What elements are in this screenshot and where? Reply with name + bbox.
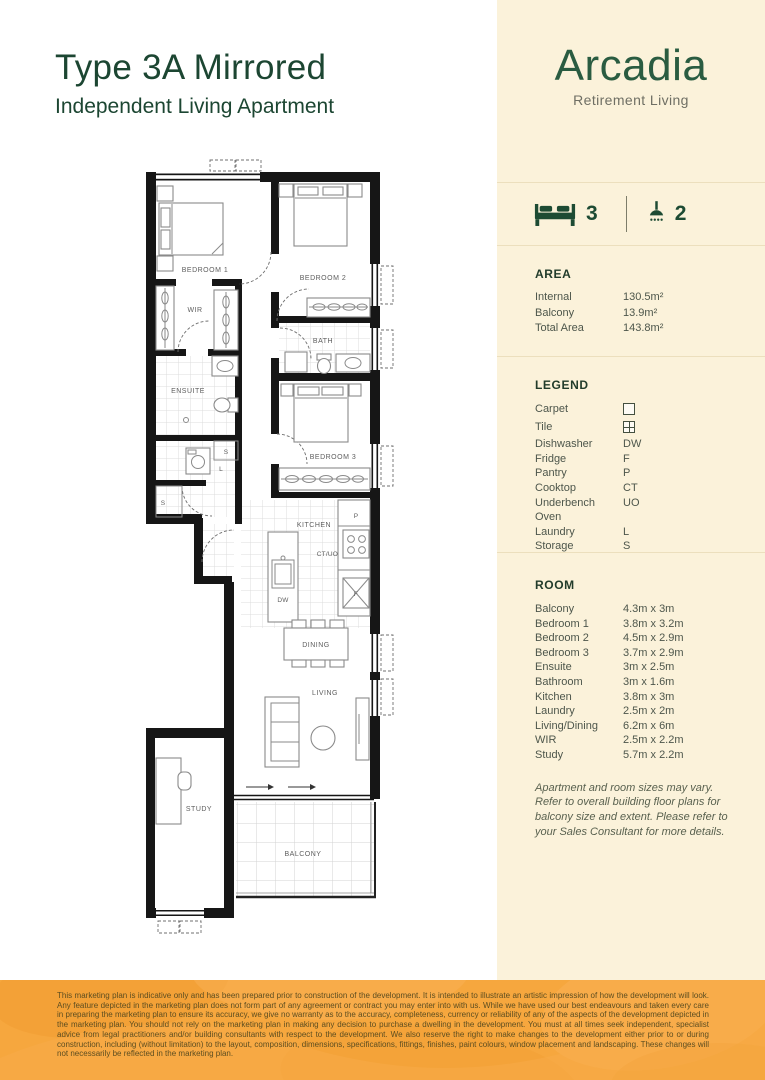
legend-label: Dishwasher (535, 438, 593, 451)
room-value: 2.5m x 2.2m (623, 734, 684, 747)
room-label: Laundry (535, 705, 575, 718)
legend-abbrev: P (623, 467, 631, 480)
header (55, 48, 334, 119)
brand-tagline: Retirement Living (573, 92, 689, 108)
room-label-study: STUDY (185, 806, 213, 813)
room-row (535, 631, 739, 646)
bathroom-count: 2 (674, 202, 687, 225)
legend-row (535, 496, 739, 525)
room-label: Balcony (535, 603, 575, 615)
legend-row (535, 466, 739, 481)
room-row (535, 646, 739, 661)
room-row (535, 748, 739, 763)
label-cooktop-oven: CT/UO (316, 551, 338, 558)
label-storage-2: S (160, 500, 166, 507)
legend-row (535, 481, 739, 496)
room-row (535, 675, 739, 690)
room-section (497, 552, 765, 840)
legend-abbrev: F (623, 452, 630, 465)
area-row (535, 321, 739, 337)
page-title: Type 3A Mirrored (55, 48, 327, 87)
room-heading: ROOM (535, 578, 575, 592)
label-fridge: F (353, 591, 359, 598)
room-row (535, 719, 739, 734)
label-laundry: L (219, 466, 223, 473)
room-label-living: LIVING (312, 690, 338, 697)
stat-divider (626, 196, 627, 232)
entry-floor (200, 524, 234, 578)
legend-row (535, 420, 739, 438)
sidebar (497, 0, 765, 980)
room-label-kitchen: KITCHEN (296, 522, 332, 529)
room-label: WIR (535, 734, 557, 747)
legend-row (535, 452, 739, 467)
legend-abbrev: CT (623, 481, 638, 494)
bedroom-count: 3 (586, 202, 598, 225)
room-label-dining: DINING (302, 642, 330, 649)
room-value: 4.3m x 3m (623, 603, 675, 615)
tile-swatch-icon (623, 420, 739, 438)
room-value: 3.7m x 2.9m (623, 646, 684, 659)
room-label-bedroom2: BEDROOM 2 (299, 275, 347, 282)
shower-icon (647, 201, 666, 227)
legend-row (535, 402, 739, 420)
legend-abbrev: UO (623, 496, 640, 509)
room-label: Ensuite (535, 661, 572, 674)
room-value: 5.7m x 2.2m (623, 748, 684, 761)
brand-logo (497, 0, 765, 182)
legend-label: Cooktop (535, 481, 576, 494)
sizes-note: Apartment and room sizes may vary. Refer to overall building floor plans for balcony size and extent. Please refer to your Sales Consultant for more details. (535, 781, 728, 838)
room-row (535, 617, 739, 632)
room-label: Bedroom 1 (535, 617, 589, 630)
area-row (535, 306, 739, 322)
legend-abbrev: S (623, 540, 631, 553)
area-row (535, 290, 739, 306)
bed-icon (533, 202, 577, 227)
room-value: 3.8m x 3m (623, 690, 675, 703)
area-value: 13.9m² (623, 306, 658, 319)
legend-label: Laundry (535, 525, 575, 538)
area-value: 143.8m² (623, 322, 664, 334)
room-value: 6.2m x 6m (623, 719, 675, 732)
legend-row (535, 437, 739, 452)
room-value: 2.5m x 2m (623, 705, 675, 718)
legend-label: Fridge (535, 452, 567, 465)
brand-name: Arcadia (554, 41, 708, 90)
room-label: Bedroom 3 (535, 646, 589, 659)
room-label-ensuite: ENSUITE (171, 388, 205, 395)
balcony-floor (236, 802, 374, 897)
room-row (535, 660, 739, 675)
legend-abbrev: L (623, 525, 630, 538)
area-label: Total Area (535, 322, 584, 334)
room-label-wir: WIR (187, 307, 203, 314)
room-label: Bathroom (535, 675, 583, 688)
legend-label: Underbench Oven (535, 496, 595, 524)
room-label: Study (535, 748, 564, 761)
carpet-swatch-icon (623, 402, 739, 420)
floor-plan (142, 158, 394, 940)
room-value: 3m x 2.5m (623, 661, 675, 674)
room-row (535, 690, 739, 705)
footer-disclaimer: This marketing plan is indicative only and has been prepared prior to construction of the development. It is intended to illustrate an artistic impression of how the development will look. Any feature depicted in the marketing plan does not form part of any agreement or contract you may enter into with us. While we have used our best endeavours and taken every care in preparing the marketing plan to ensure its accuracy, we give no warranty as to the accuracy, completeness, currency or reliability of any of the aspects of the development depicted in the marketing plan. You should not rely on the marketing plan in making any decision to purchase a dwelling in the development. You must at all times seek independent, specialist advice from legal practitioners and/or building consultants with respect to the development. We also reserve the right to make changes to the development either prior to or during construction, including (without limitation) to the layout, composition, dimensions, specifications, fittings, finishes, paint colours, window placement and landscaping. These changes will not necessarily be reflected in the marketing plan. (57, 991, 709, 1059)
room-value: 3m x 1.6m (623, 675, 675, 688)
summary-stats (497, 183, 765, 245)
area-heading: AREA (535, 267, 572, 281)
page-subtitle: Independent Living Apartment (55, 95, 335, 119)
room-label: Bedroom 2 (535, 632, 589, 645)
legend-label: Carpet (535, 403, 569, 415)
room-row (535, 704, 739, 719)
legend-section (497, 356, 765, 554)
label-storage-1: S (223, 449, 229, 456)
area-value: 130.5m² (623, 291, 664, 303)
legend-heading: LEGEND (535, 378, 589, 392)
footer (0, 980, 765, 1080)
label-dishwasher: DW (277, 597, 289, 604)
legend-row (535, 525, 739, 540)
area-label: Internal (535, 291, 572, 303)
room-value: 3.8m x 3.2m (623, 617, 684, 630)
room-row (535, 733, 739, 748)
legend-label: Pantry (535, 467, 567, 480)
label-pantry: P (353, 513, 359, 520)
area-label: Balcony (535, 306, 575, 319)
legend-abbrev: DW (623, 438, 642, 451)
room-row (535, 602, 739, 617)
legend-label: Storage (535, 540, 574, 553)
room-value: 4.5m x 2.9m (623, 632, 684, 645)
area-section (497, 245, 765, 337)
legend-label: Tile (535, 420, 553, 433)
room-label-bedroom1: BEDROOM 1 (181, 267, 229, 274)
room-label-bath: BATH (312, 338, 334, 345)
room-label: Living/Dining (535, 719, 598, 732)
room-label: Kitchen (535, 690, 572, 703)
room-label-balcony: BALCONY (284, 851, 322, 858)
room-label-bedroom3: BEDROOM 3 (309, 454, 357, 461)
